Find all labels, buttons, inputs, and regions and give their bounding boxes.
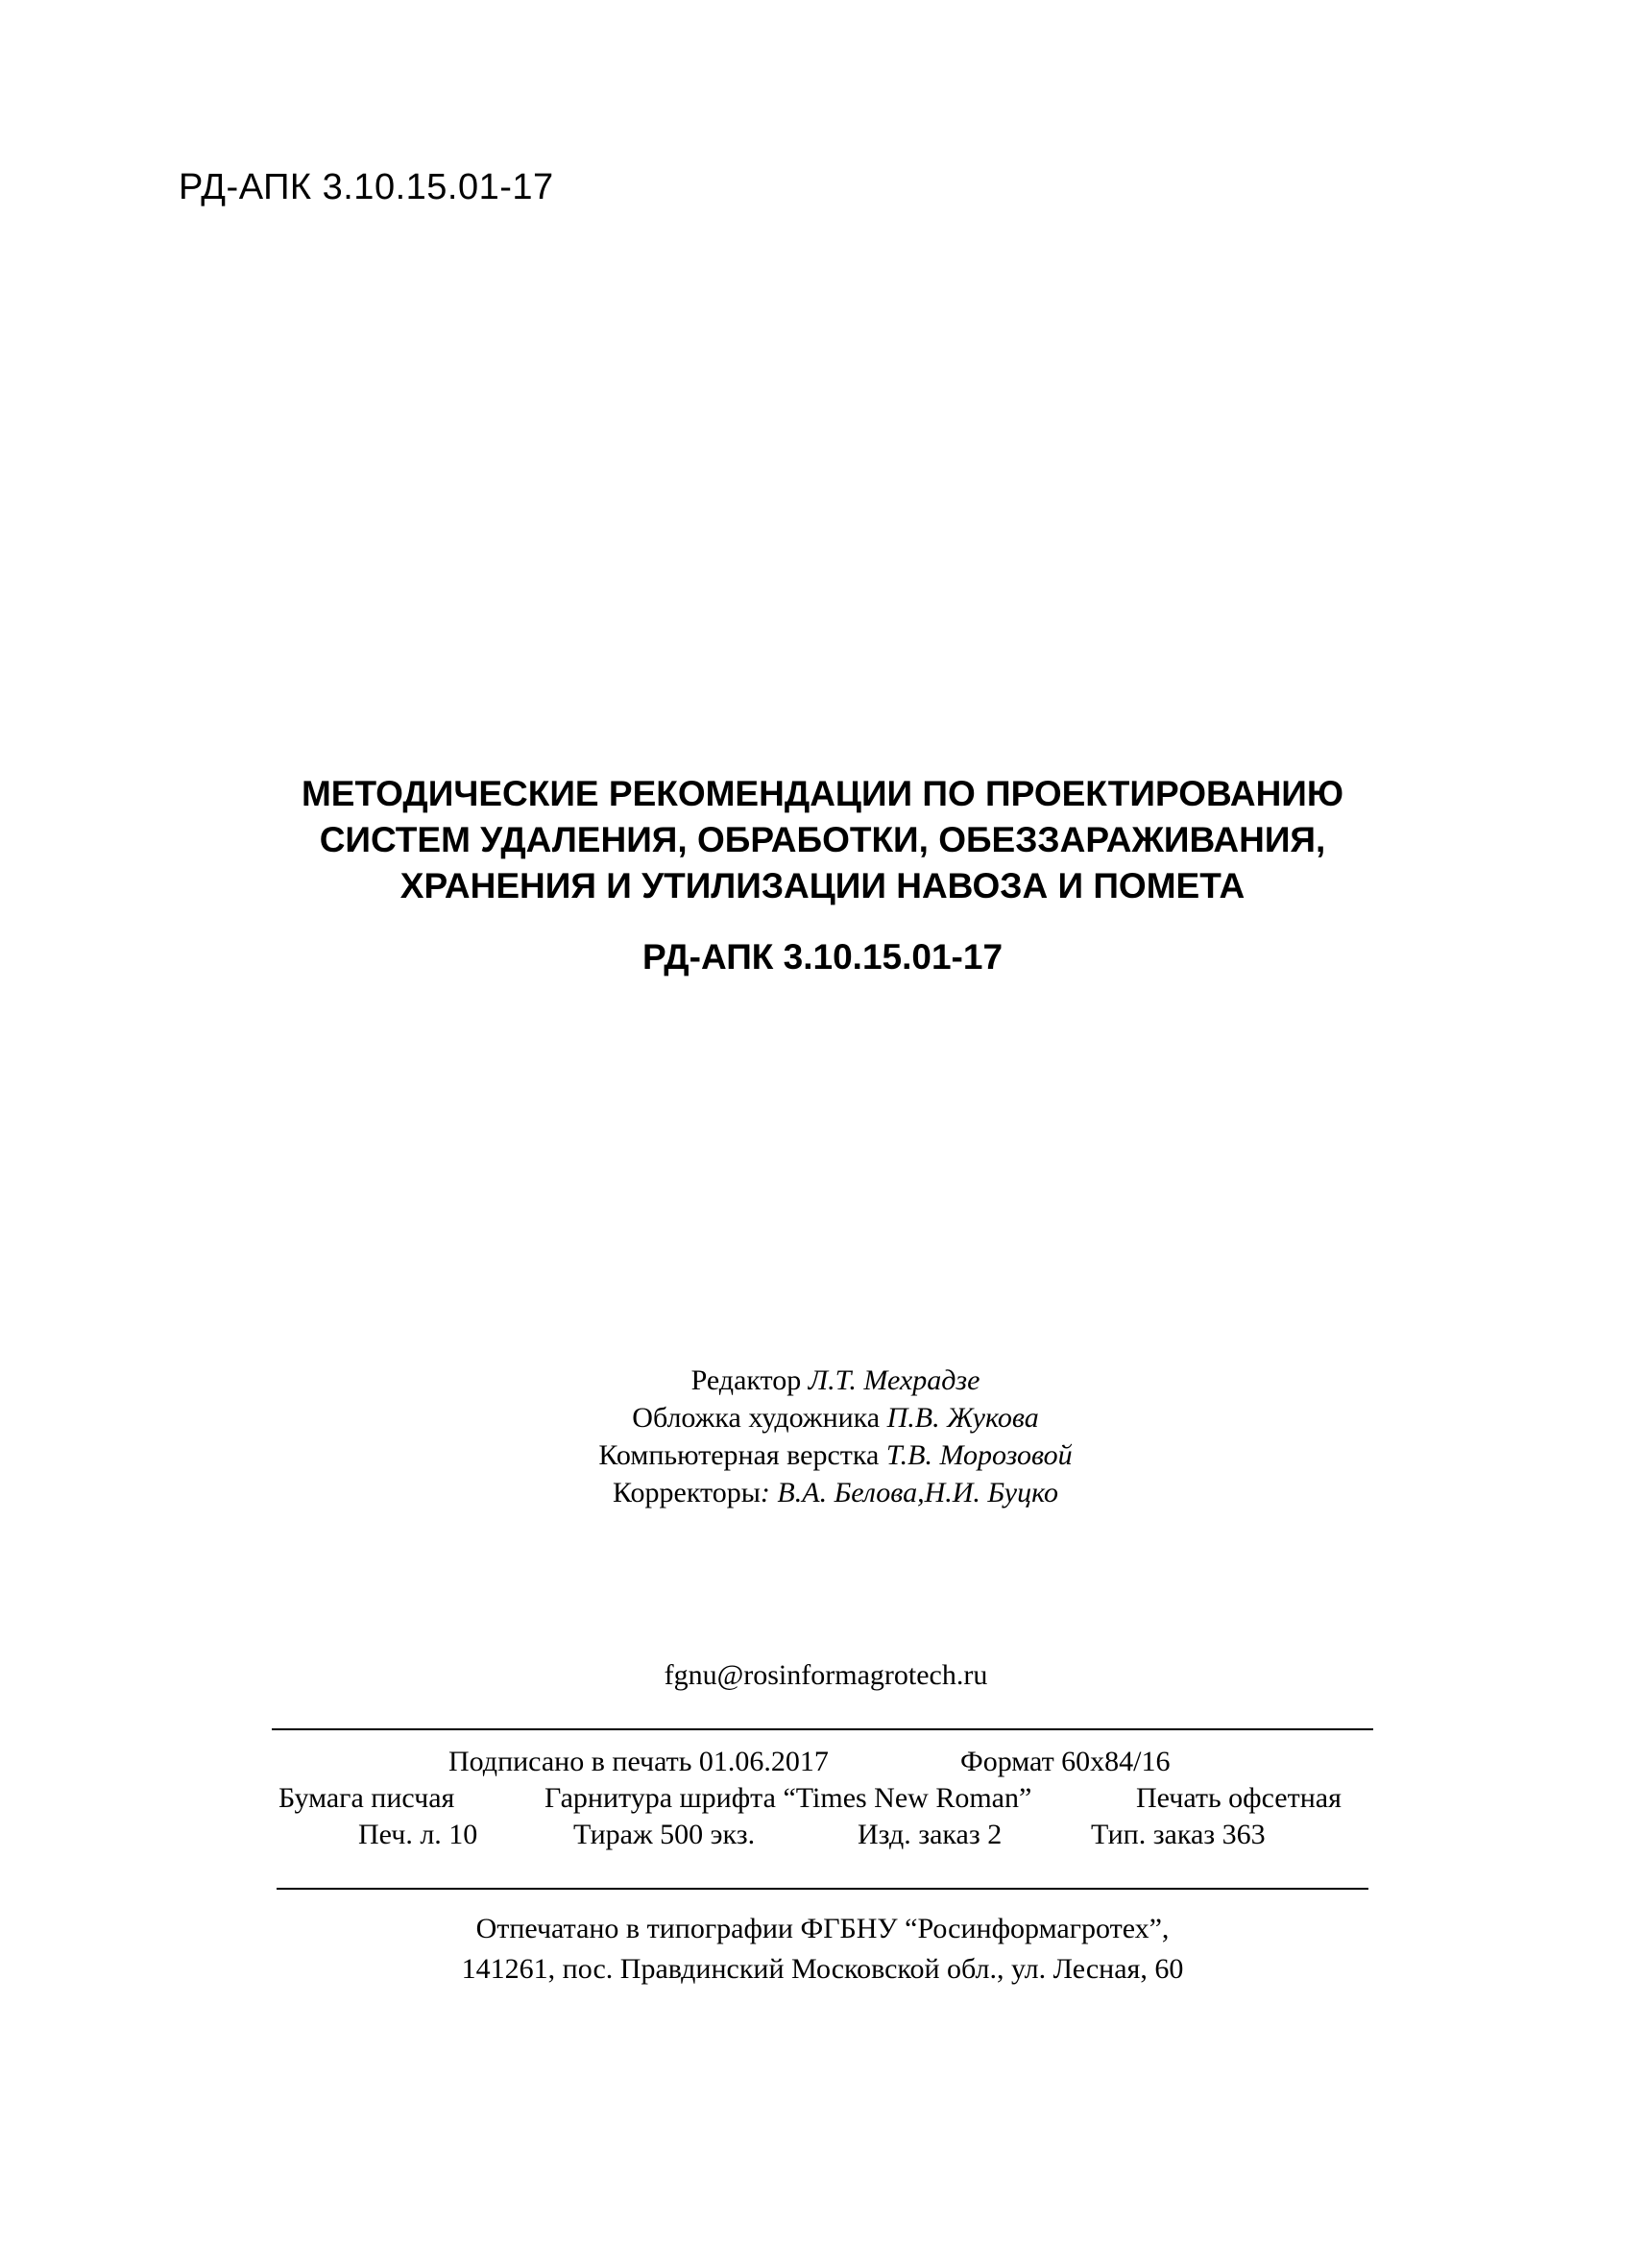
imprint-paper: Бумага писчая [278,1782,455,1814]
title-line: МЕТОДИЧЕСКИЕ РЕКОМЕНДАЦИИ ПО ПРОЕКТИРОВАНИЮ [301,774,1344,813]
printing-house [288,1909,1357,1990]
credit-label: Редактор [690,1364,809,1396]
imprint-format: Формат 60х84/16 [960,1746,1171,1777]
credit-label: Обложка художника [632,1402,887,1434]
credit-editor [538,1362,1133,1399]
credit-name: П.В. Жукова [886,1402,1039,1434]
credit-cover-artist [538,1399,1133,1436]
credit-layout [538,1436,1133,1474]
credits-block [538,1362,1133,1511]
credit-proofreaders [538,1474,1133,1511]
credit-name: Л.Т. Мехрадзе [808,1364,980,1396]
document-code-title: РД-АПК 3.10.15.01-17 [641,937,1004,977]
printing-house-line: Отпечатано в типографии ФГБНУ “Росинформагротех”, [475,1913,1170,1944]
imprint-print-order: Тип. заказ 363 [1091,1819,1266,1850]
imprint-sheets: Печ. л. 10 [358,1819,478,1850]
divider-top [272,1728,1373,1730]
document-title [192,771,1453,909]
contact-email: fgnu@rosinformagrotech.ru [664,1659,988,1691]
imprint-signed: Подписано в печать 01.06.2017 [448,1746,829,1777]
printing-house-address: 141261, пос. Правдинский Московской обл., ул. Лесная, 60 [461,1953,1184,1985]
credit-name: : В.А. Белова,Н.И. Буцко [760,1477,1058,1508]
imprint-printing: Печать офсетная [1136,1782,1342,1814]
imprint-run: Тираж 500 экз. [573,1819,756,1850]
document-code-header: РД-АПК 3.10.15.01-17 [179,167,554,207]
title-line: СИСТЕМ УДАЛЕНИЯ, ОБРАБОТКИ, ОБЕЗЗАРАЖИВАНИЯ, [319,820,1326,859]
credit-label: Компьютерная верстка [598,1439,886,1471]
imprint-typeface: Гарнитура шрифта “Times New Roman” [544,1782,1032,1814]
credit-label: Корректоры [613,1477,761,1508]
credit-name: Т.В. Морозовой [885,1439,1073,1471]
title-line: ХРАНЕНИЯ И УТИЛИЗАЦИИ НАВОЗА И ПОМЕТА [399,866,1246,905]
divider-bottom [277,1888,1368,1890]
imprint-pub-order: Изд. заказ 2 [858,1819,1003,1850]
